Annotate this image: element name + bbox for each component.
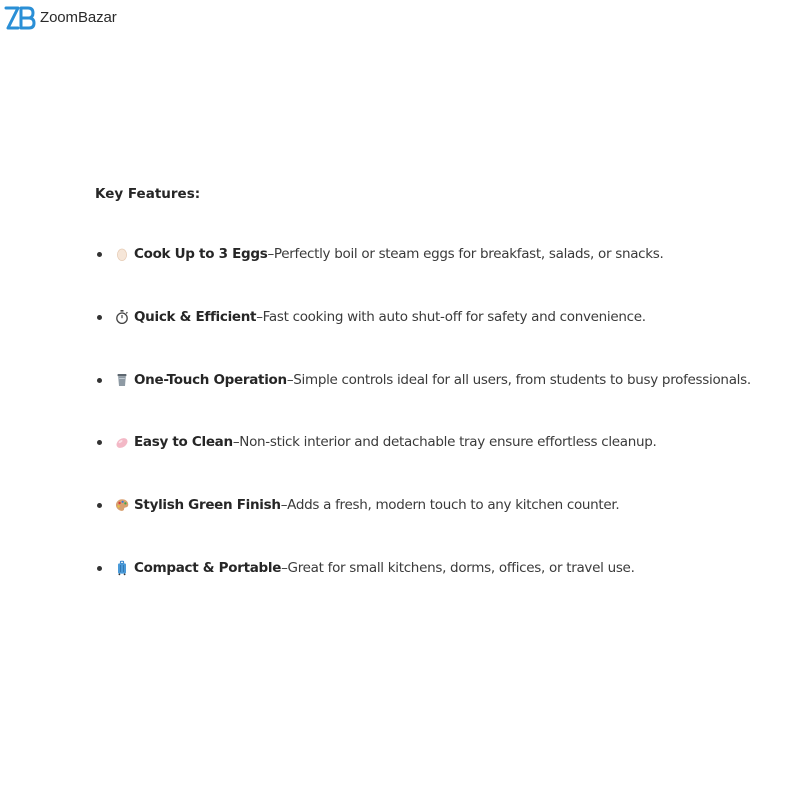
feature-description: Great for small kitchens, dorms, offices, or travel use.	[287, 560, 635, 576]
feature-item	[97, 558, 635, 578]
bullet-icon	[97, 503, 102, 508]
feature-title: Easy to Clean	[134, 434, 233, 450]
feature-item	[97, 370, 751, 390]
feature-description: Simple controls ideal for all users, from students to busy professionals.	[293, 372, 751, 388]
bullet-icon	[97, 252, 102, 257]
brand-name: ZoomBazar	[40, 9, 117, 26]
egg-icon	[114, 246, 130, 262]
feature-description: Non-stick interior and detachable tray ensure effortless cleanup.	[239, 434, 657, 450]
luggage-icon	[114, 560, 130, 576]
soap-icon	[114, 434, 130, 450]
feature-title: Quick & Efficient	[134, 309, 257, 325]
feature-separator: –	[232, 434, 240, 450]
bullet-icon	[97, 315, 102, 320]
feature-title: Compact & Portable	[134, 560, 282, 576]
stopwatch-icon	[114, 309, 130, 325]
feature-item	[97, 495, 619, 515]
feature-item	[97, 244, 664, 264]
feature-title: Stylish Green Finish	[134, 497, 281, 513]
feature-separator: –	[281, 560, 288, 576]
cup-icon	[114, 372, 130, 388]
feature-description: Adds a fresh, modern touch to any kitchen counter.	[287, 497, 620, 513]
feature-separator: –	[267, 246, 274, 262]
section-heading: Key Features:	[95, 186, 201, 202]
feature-description: Perfectly boil or steam eggs for breakfast, salads, or snacks.	[273, 246, 664, 262]
feature-separator: –	[280, 497, 288, 513]
feature-description: Fast cooking with auto shut-off for safety and convenience.	[262, 309, 646, 325]
bullet-icon	[97, 378, 102, 383]
feature-title: Cook Up to 3 Eggs	[134, 246, 268, 262]
feature-title: One-Touch Operation	[134, 372, 287, 388]
brand-logo[interactable]	[4, 5, 117, 31]
bullet-icon	[97, 440, 102, 445]
zoombazar-logo-icon	[4, 5, 36, 31]
feature-item	[97, 307, 646, 327]
feature-item	[97, 432, 657, 452]
feature-separator: –	[256, 309, 263, 325]
bullet-icon	[97, 566, 102, 571]
feature-separator: –	[286, 372, 294, 388]
palette-icon	[114, 497, 130, 513]
